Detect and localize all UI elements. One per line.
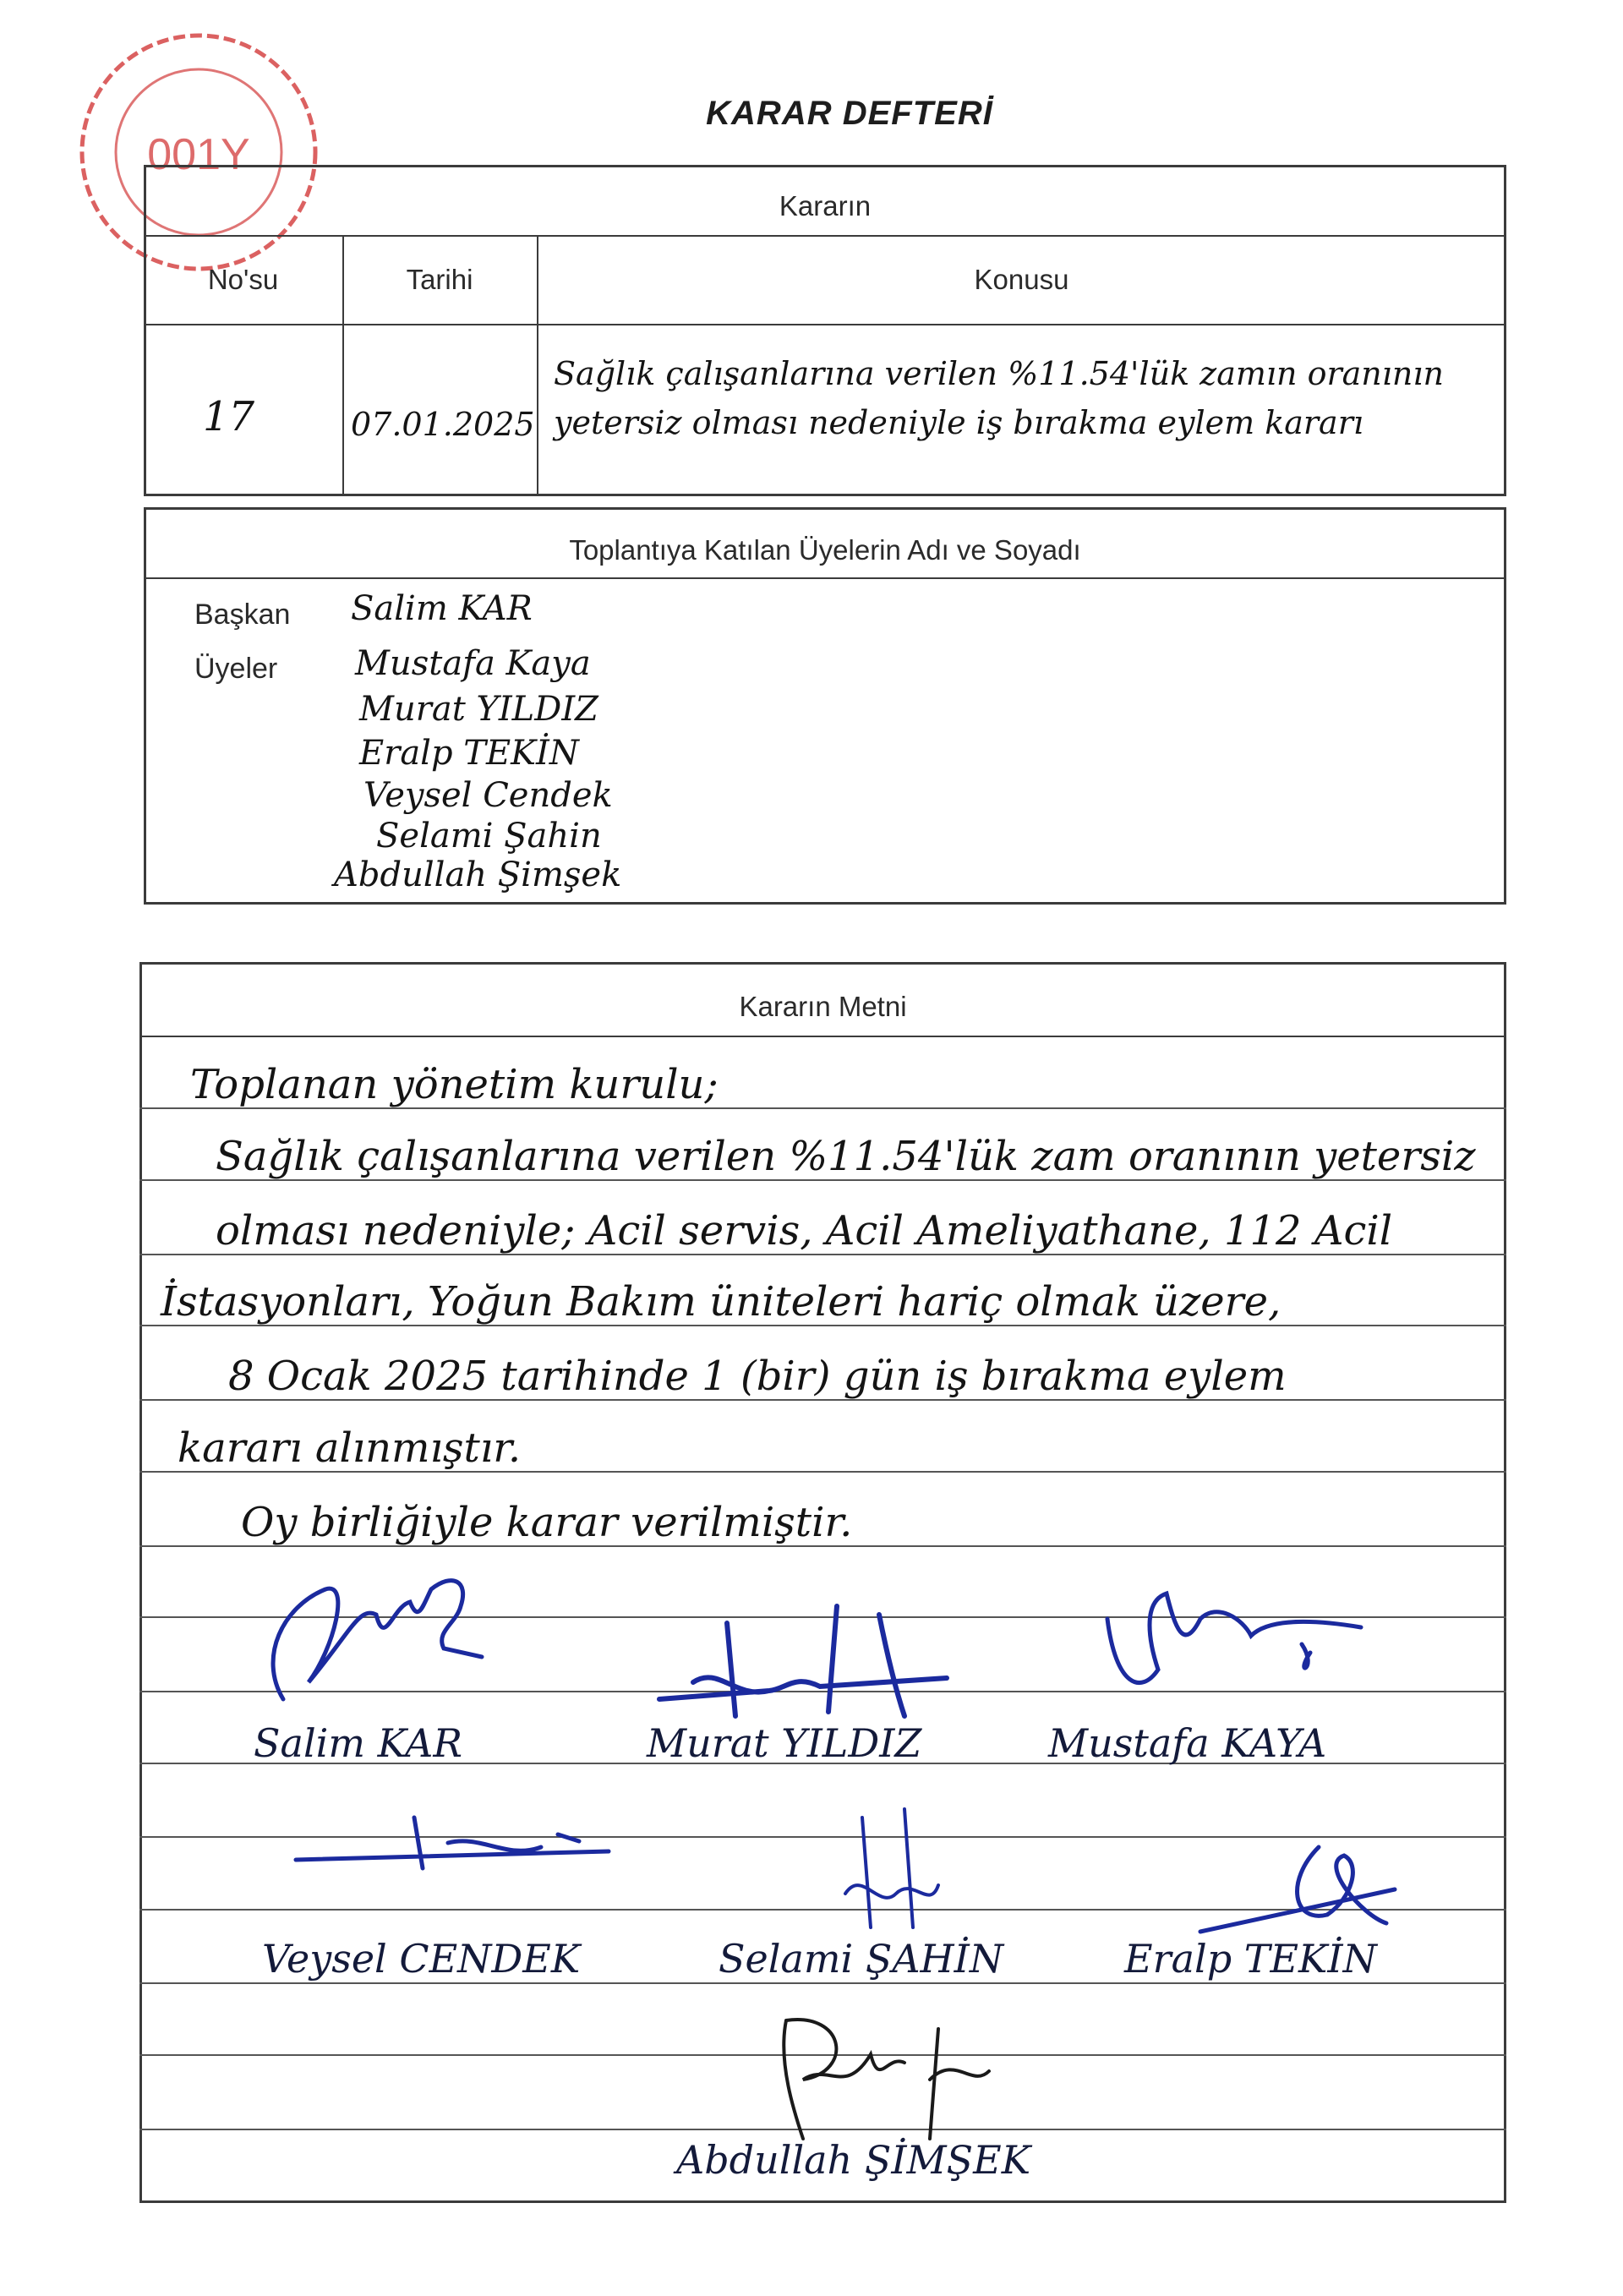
signature-scribble — [828, 1792, 955, 1944]
decision-header: Kararın — [779, 190, 872, 221]
attendees-header: Toplantıya Katılan Üyelerin Adı ve Soyadı — [569, 534, 1081, 566]
decision-text-line: 8 Ocak 2025 tarihinde 1 (bir) gün iş bırakma eylem — [228, 1353, 1287, 1400]
signature-scribble — [642, 1589, 981, 1733]
ruled-line — [139, 1982, 1506, 1984]
signatory-name: Murat YILDIZ — [647, 1720, 922, 1766]
decision-text-line: kararı alınmıştır. — [178, 1424, 522, 1472]
decision-text-line: Sağlık çalışanlarına verilen %11.54'lük zam oranının yetersiz — [216, 1133, 1476, 1180]
decision-number: 17 — [203, 393, 255, 440]
chair-name: Salim KAR — [351, 589, 533, 628]
member-name: Mustafa Kaya — [355, 644, 591, 683]
signature-scribble — [752, 2004, 1006, 2156]
signature-scribble — [249, 1555, 495, 1716]
decision-subject-line1: Sağlık çalışanlarına verilen %11.54'lük zamın oranının — [554, 355, 1445, 392]
signatory-name: Mustafa KAYA — [1048, 1720, 1327, 1766]
decision-text-line: olması nedeniyle; Acil servis, Acil Ameliyathane, 112 Acil — [216, 1207, 1393, 1255]
divider — [144, 324, 1506, 325]
member-name: Murat YILDIZ — [359, 690, 598, 729]
member-name: Selami Şahin — [376, 817, 602, 856]
decision-subject-line2: yetersiz olması nedeniyle iş bırakma eylem kararı — [554, 404, 1364, 441]
signature-scribble — [287, 1801, 626, 1894]
members-label: Üyeler — [194, 653, 278, 685]
page-title: KARAR DEFTERİ — [706, 95, 993, 132]
signatory-name: Abdullah ŞİMŞEK — [676, 2137, 1031, 2183]
decision-text-header: Kararın Metni — [739, 991, 907, 1022]
member-name: Eralp TEKİN — [359, 734, 579, 773]
decision-text-line: İstasyonları, Yoğun Bakım üniteleri hariç olmak üzere, — [161, 1278, 1281, 1326]
decision-text-line: Oy birliğiyle karar verilmiştir. — [241, 1499, 853, 1546]
decision-date: 07.01.2025 — [351, 406, 535, 443]
divider — [144, 577, 1506, 579]
member-name: Veysel Cendek — [363, 776, 613, 815]
column-header-date: Tarihi — [406, 264, 473, 295]
signatory-name: Salim KAR — [254, 1720, 462, 1766]
signatory-name: Selami ŞAHİN — [719, 1936, 1004, 1982]
signature-scribble — [1192, 1830, 1412, 1949]
attendees-table — [144, 507, 1506, 905]
signature-scribble — [1090, 1568, 1395, 1712]
column-header-subject: Konusu — [974, 264, 1069, 295]
divider — [144, 235, 1506, 237]
divider — [139, 1036, 1506, 1037]
decision-text-line: Toplanan yönetim kurulu; — [190, 1061, 719, 1108]
stamp-number: 001Y — [147, 130, 250, 179]
column-header-number: No'su — [207, 264, 279, 295]
chair-label: Başkan — [194, 599, 291, 631]
signatory-name: Eralp TEKİN — [1124, 1936, 1377, 1982]
member-name: Abdullah Şimşek — [334, 856, 622, 894]
signatory-name: Veysel CENDEK — [262, 1936, 581, 1982]
